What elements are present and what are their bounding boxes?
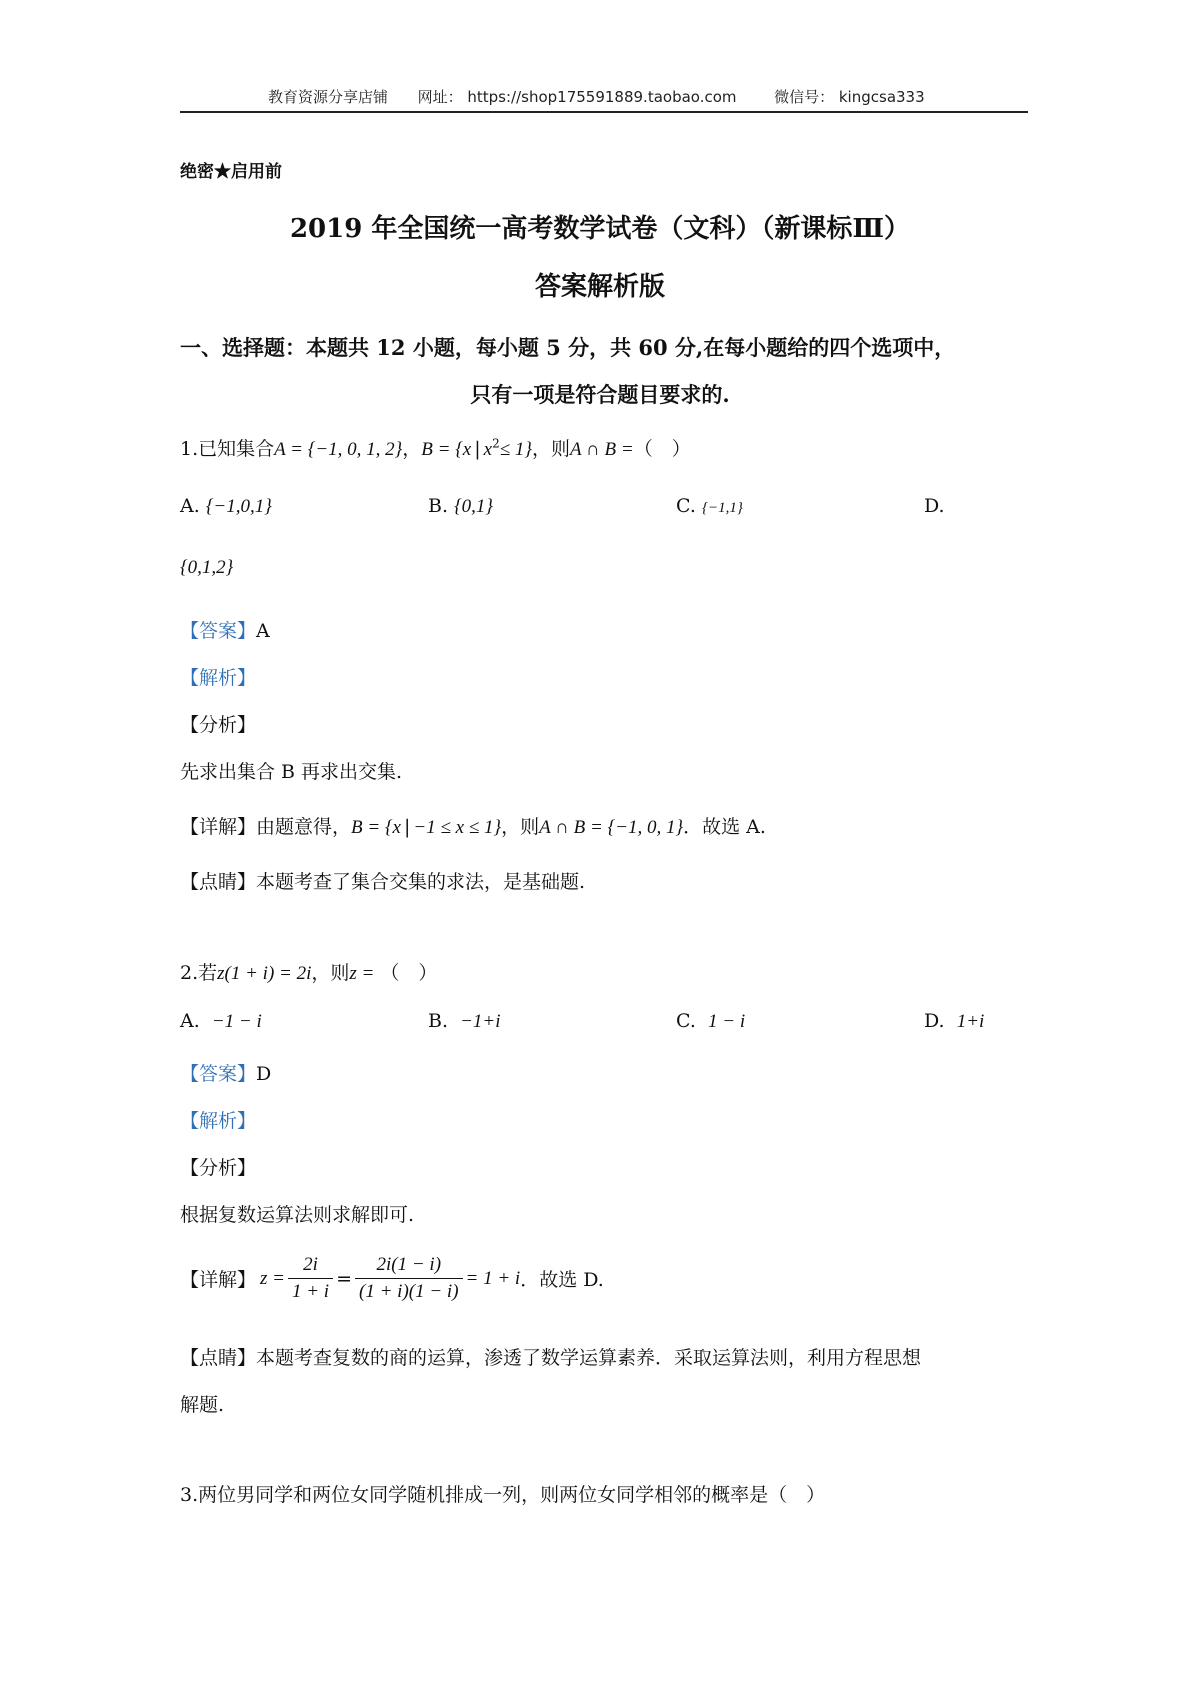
page-title: 2019 年全国统一高考数学试卷（文科）（新课标Ⅲ） (289, 214, 911, 244)
q2-frac-1: $\frac{2i}{1 + i}$ (288, 1254, 333, 1303)
q2-comment-cont: 解题. (180, 1394, 225, 1416)
q1-stem-prefix: 1.已知集合 (180, 438, 275, 460)
q3-stem: 3.两位男同学和两位女同学随机排成一列，则两位女同学相邻的概率是（ ） (180, 1484, 826, 1506)
q1-stem (180, 434, 691, 461)
q1-exponent: 2 (492, 436, 500, 451)
header-wechat: kingcsa333 (838, 88, 925, 106)
q1-answer (180, 616, 270, 643)
q1-answer-value: A (256, 620, 270, 642)
q1-option-a: A. {−1,0,1} (180, 495, 272, 517)
q1-analysis-tag: 【解析】 (180, 667, 257, 689)
section-heading-line2: 只有一项是符合题目要求的. (470, 382, 730, 407)
q2-comment: 【点睛】本题考查复数的商的运算，渗透了数学运算素养．采取运算法则，利用方程思想 (180, 1347, 922, 1369)
q1-option-b: B. {0,1} (428, 495, 494, 517)
header-url-label: 网址： (417, 88, 463, 106)
page-subtitle: 答案解析版 (534, 272, 665, 302)
q1-set-a: A = {−1, 0, 1, 2} (274, 439, 403, 460)
q1-set-b-left: B = {x (421, 439, 472, 460)
q1-sep: ， (402, 438, 422, 460)
q2-fenxi-text: 根据复数运算法则求解即可. (180, 1204, 415, 1226)
q1-stem-suffix: ，则 (532, 438, 571, 460)
section-heading-line1: 一、选择题：本题共 12 小题，每小题 5 分，共 60 分,在每小题给的四个选项中， (180, 335, 956, 360)
q1-fenxi-tag: 【分析】 (180, 714, 257, 736)
header-rule (180, 111, 1028, 113)
q2-frac-2: $\frac{2i(1 - i)}{(1 + i)(1 - i)}$ (355, 1254, 463, 1303)
q2-analysis-tag: 【解析】 (180, 1110, 257, 1132)
secret-label: 绝密★启用前 (180, 162, 282, 182)
header-wechat-label: 微信号： (774, 88, 835, 106)
q2-stem: 2.若z(1 + i) = 2i，则z = （ ） (180, 962, 438, 984)
q2-option-b: B. −1+i (428, 1010, 501, 1032)
header-shop: 教育资源分享店铺 (268, 88, 389, 106)
header-url[interactable]: https://shop175591889.taobao.com (467, 88, 737, 106)
header-bar (268, 86, 925, 107)
q2-detail: 【详解】 z = $\frac{2i}{1 + i}$ = $\frac{2i(1 - i)}{(1 + i)(1 - i)}$ = 1 + i ．故选 D. (180, 1254, 604, 1302)
q2-option-a: A. −1 − i (180, 1010, 262, 1032)
q1-set-b-cond: ≤ 1} (499, 439, 532, 460)
q2-option-c: C. 1 − i (676, 1010, 746, 1032)
q1-option-c: C. {−1,1} (676, 495, 743, 517)
q1-option-d-value: {0,1,2} (180, 557, 234, 578)
q2-option-d: D. 1+i (924, 1010, 985, 1032)
q2-fenxi-tag: 【分析】 (180, 1157, 257, 1179)
q1-fenxi-text: 先求出集合 B 再求出交集. (180, 761, 403, 783)
q2-answer: 【答案】D (180, 1063, 272, 1085)
q1-detail: 【详解】由题意得，B = {x | −1 ≤ x ≤ 1}，则A ∩ B = {−1, 0, 1}．故选 A. (180, 816, 766, 838)
q1-option-d-label: D. (924, 495, 945, 517)
q1-comment: 【点睛】本题考查了集合交集的求法，是基础题. (180, 871, 586, 893)
q1-set-bar: | (474, 438, 481, 460)
q1-answer-tag: 【答案】 (180, 620, 257, 642)
q1-paren: （ ） (633, 438, 691, 460)
q1-ask: A ∩ B = (570, 439, 634, 460)
q1-set-b-var: x (483, 439, 493, 460)
